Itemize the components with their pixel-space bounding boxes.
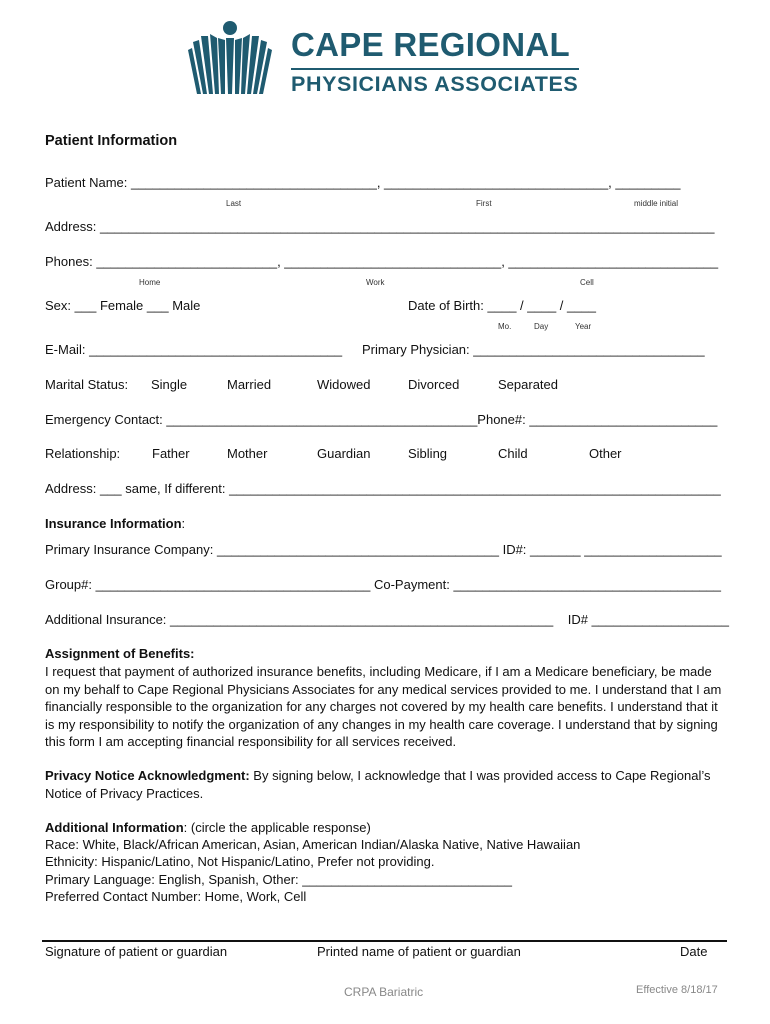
- contact-line: Preferred Contact Number: Home, Work, Cell: [45, 889, 307, 904]
- emergency-row: [45, 412, 717, 427]
- emergency-field[interactable]: ___________________________________________: [166, 412, 478, 427]
- email-field[interactable]: ___________________________________: [89, 342, 343, 357]
- address-same-option[interactable]: ___ same, If different:: [99, 481, 226, 496]
- sub-label-home: Home: [139, 278, 161, 287]
- additional-info-heading: [45, 820, 371, 835]
- privacy-body: By signing below, I acknowledge that I was provided access to Cape Regional’s Notice of Privacy Practices.: [45, 768, 711, 801]
- relationship-option-other[interactable]: Other: [589, 446, 622, 461]
- sex-male-option[interactable]: ___ Male: [146, 298, 201, 313]
- insurance-heading-colon: :: [181, 516, 186, 531]
- physician-label: Primary Physician:: [362, 342, 470, 357]
- sub-label-first: First: [476, 199, 492, 208]
- assignment-heading: Assignment of Benefits:: [45, 646, 195, 661]
- brand-divider: [291, 68, 579, 70]
- group-field[interactable]: ______________________________________: [95, 577, 371, 592]
- sub-label-last: Last: [226, 199, 242, 208]
- brand-name: CAPE REGIONAL: [291, 26, 570, 63]
- email-row: [45, 342, 342, 357]
- address-field[interactable]: _____________________________________________________________________________________: [99, 219, 715, 234]
- relationship-option-father[interactable]: Father: [152, 446, 190, 461]
- footer-effective-date: Effective 8/18/17: [636, 984, 718, 996]
- email-label: E-Mail:: [45, 342, 86, 357]
- phones-field[interactable]: _________________________, ______________________________, _____________________________: [96, 254, 719, 269]
- marital-option-divorced[interactable]: Divorced: [408, 377, 460, 392]
- address-alt-field[interactable]: ____________________________________________________________________: [229, 481, 721, 496]
- physician-row: [362, 342, 705, 357]
- additional-insurance-field[interactable]: _____________________________________________________: [170, 612, 554, 627]
- race-line: Race: White, Black/African American, Asian, American Indian/Alaska Native, Native Hawaiian: [45, 837, 581, 852]
- ethnicity-line: Ethnicity: Hispanic/Latino, Not Hispanic/Latino, Prefer not providing.: [45, 854, 435, 869]
- group-label: Group#:: [45, 577, 92, 592]
- scallop-shell-icon: [188, 18, 272, 98]
- language-other-field[interactable]: _____________________________: [302, 872, 512, 887]
- patient-name-field[interactable]: __________________________________, _______________________________, _________: [131, 175, 681, 190]
- assignment-body: I request that payment of authorized insurance benefits, including Medicare, if I am a Medicare beneficiary, be made on my behalf to Cape Regional Physicians Associates for any medical services provided to me. I understand that I am financially responsible to the organization for any charges not covered by my health care benefits. I understand that it is my responsibility to notify the organization of any changes in my health care coverage. I understand that by signing this form I am accepting financial responsibility for all services received.: [45, 664, 722, 749]
- primary-insurance-row: [45, 542, 722, 557]
- language-row: [45, 872, 512, 887]
- additional-insurance-id-field[interactable]: ___________________: [591, 612, 729, 627]
- section-title: Patient Information: [45, 133, 178, 149]
- primary-insurance-label: Primary Insurance Company:: [45, 542, 214, 557]
- emergency-phone-label: Phone#:: [477, 412, 526, 427]
- additional-insurance-id-label: ID#: [567, 612, 588, 627]
- privacy-heading: Privacy Notice Acknowledgment:: [45, 768, 250, 783]
- dob-label: Date of Birth:: [408, 298, 484, 313]
- sub-label-year: Year: [575, 322, 592, 331]
- marital-label: Marital Status:: [45, 377, 129, 392]
- sex-row: [45, 298, 200, 313]
- marital-option-married[interactable]: Married: [227, 377, 272, 392]
- relationship-option-sibling[interactable]: Sibling: [408, 446, 448, 461]
- emergency-label: Emergency Contact:: [45, 412, 163, 427]
- address-alt-row: [45, 481, 721, 496]
- marital-option-separated[interactable]: Separated: [498, 377, 558, 392]
- group-row: [45, 577, 721, 592]
- additional-insurance-label: Additional Insurance:: [45, 612, 167, 627]
- printed-name-label: Printed name of patient or guardian: [317, 944, 521, 959]
- patient-name-row: [45, 175, 680, 190]
- physician-field[interactable]: ________________________________: [473, 342, 705, 357]
- sex-female-option[interactable]: ___ Female: [74, 298, 144, 313]
- language-label: Primary Language: English, Spanish, Other:: [45, 872, 299, 887]
- phones-label: Phones:: [45, 254, 93, 269]
- patient-name-label: Patient Name:: [45, 175, 128, 190]
- additional-insurance-row: [45, 612, 729, 627]
- primary-insurance-id-field[interactable]: _______ ___________________: [530, 542, 722, 557]
- insurance-heading: [45, 516, 185, 531]
- dob-row: [408, 298, 596, 313]
- phones-row: [45, 254, 718, 269]
- relationship-option-child[interactable]: Child: [498, 446, 528, 461]
- brand-subname: PHYSICIANS ASSOCIATES: [291, 72, 579, 96]
- sub-label-work: Work: [366, 278, 385, 287]
- sub-label-middle-initial: middle initial: [634, 199, 679, 208]
- signature-rule[interactable]: [42, 940, 727, 942]
- additional-info-heading-text: Additional Information: [45, 820, 184, 835]
- sub-label-cell: Cell: [580, 278, 594, 287]
- sub-label-day: Day: [534, 322, 549, 331]
- copay-field[interactable]: _____________________________________: [453, 577, 721, 592]
- relationship-option-mother[interactable]: Mother: [227, 446, 268, 461]
- copay-label: Co-Payment:: [373, 577, 450, 592]
- logo: [188, 18, 583, 98]
- primary-insurance-field[interactable]: _______________________________________: [216, 542, 499, 557]
- sex-label: Sex:: [45, 298, 72, 313]
- primary-insurance-id-label: ID#:: [502, 542, 527, 557]
- footer-center-text: CRPA Bariatric: [344, 985, 424, 999]
- relationship-label: Relationship:: [45, 446, 121, 461]
- emergency-phone-field[interactable]: __________________________: [529, 412, 718, 427]
- privacy-paragraph: [45, 767, 725, 802]
- address-label: Address:: [45, 219, 97, 234]
- marital-option-widowed[interactable]: Widowed: [317, 377, 371, 392]
- dob-field[interactable]: ____ / ____ / ____: [487, 298, 596, 313]
- additional-info-suffix: : (circle the applicable response): [183, 820, 371, 835]
- address-row: [45, 219, 715, 234]
- signature-label: Signature of patient or guardian: [45, 944, 228, 959]
- marital-option-single[interactable]: Single: [151, 377, 188, 392]
- relationship-option-guardian[interactable]: Guardian: [317, 446, 371, 461]
- insurance-heading-text: Insurance Information: [45, 516, 182, 531]
- sub-label-month: Mo.: [498, 322, 512, 331]
- date-label: Date: [680, 944, 708, 959]
- address-alt-label: Address:: [45, 481, 97, 496]
